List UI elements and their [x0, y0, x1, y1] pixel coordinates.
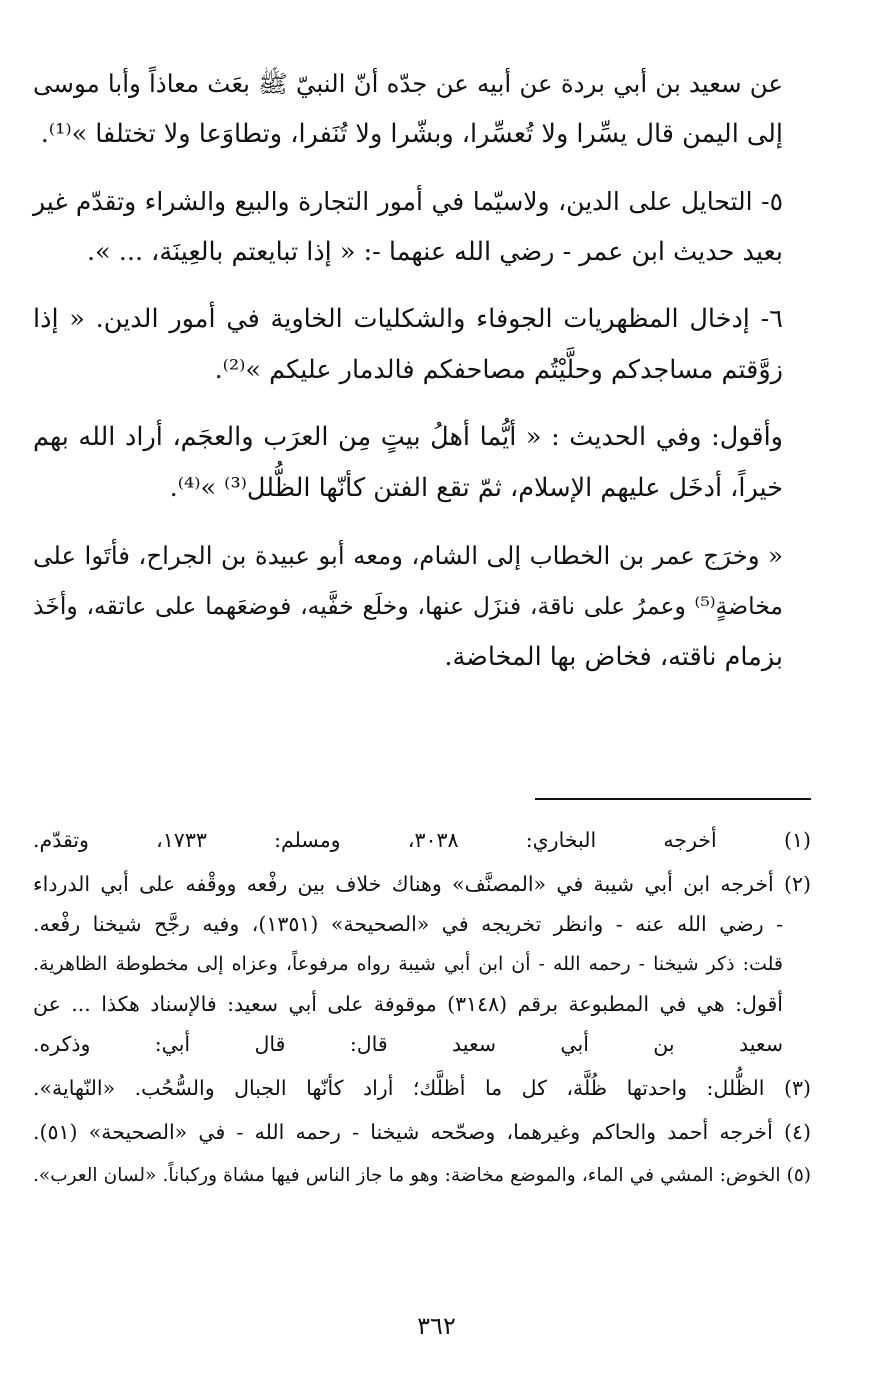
page-number: ٣٦٢: [417, 1312, 456, 1340]
footnote-2: [33, 864, 811, 1064]
text-line: ٦- إدخال المظهريات الجوفاء والشكليات الخاوية في أمور الدين. « إذا: [33, 304, 783, 334]
footnote-divider: [535, 798, 811, 800]
text-line: إلى اليمن قال يسِّرا ولا تُعسِّرا، وبشّرا ولا تُنَفرا، وتطاوَعا ولا تختلفا »⁽¹⁾.: [40, 119, 783, 149]
text-line: مخاضةٍ⁽⁵⁾ وعمرُ على ناقة، فنزَل عنها، وخلَع خفَّيه، فوضعَهما على عاتقه، وأخَذ: [33, 592, 783, 620]
footnotes: [33, 820, 811, 1200]
footnote-line: (٢) أخرجه ابن أبي شيبة في «المصنَّف» وهناك خلاف بين رفْعه ووقْفه على أبي الدرداء: [33, 872, 811, 896]
text-line: « وخرَج عمر بن الخطاب إلى الشام، ومعه أبو عبيدة بن الجراح، فأتَوا على: [33, 541, 783, 570]
text-line: وأقول: وفي الحديث : « أيُّما أهلُ بيتٍ مِن العرَب والعجَم، أراد الله بهم: [33, 422, 783, 452]
paragraph-hadith-muadh: [33, 58, 811, 160]
text-line: بعيد حديث ابن عمر - رضي الله عنهما -: « إذا تبايعتم بالعِينَة، ... ».: [86, 237, 783, 267]
footnote-line: (٤) أخرجه أحمد والحاكم وغيرهما، وصحّحه شيخنا - رحمه الله - في «الصحيحة» (٥١).: [33, 1120, 811, 1144]
text-line: خيراً، أدخَل عليهم الإسلام، ثمّ تقع الفتن كأنّها الظُّلل⁽³⁾ »⁽⁴⁾.: [169, 473, 783, 503]
paragraph-umar-story: [33, 530, 811, 683]
footnote-line: قلت: ذكر شيخنا - رحمه الله - أن ابن أبي شيبة رواه مرفوعاً، وعزاه إلى مخطوطة الظاهرية.: [33, 953, 783, 975]
footnote-line: (١) أخرجه البخاري: ٣٠٣٨، ومسلم: ١٧٣٣، وتقدّم.: [33, 828, 811, 852]
footnote-1: [33, 820, 811, 860]
footnote-line: (٥) الخوض: المشي في الماء، والموضع مخاضة: وهو ما جاز الناس فيها مشاة وركباناً. «لسان العرب».: [33, 1165, 811, 1186]
footnote-4: [33, 1112, 811, 1152]
paragraph-hadith-ahl-bayt: [33, 412, 811, 514]
paragraph-item-6: [33, 294, 811, 396]
paragraph-item-5: [33, 176, 811, 278]
footnote-line: أقول: هي في المطبوعة برقم (٣١٤٨) موقوفة على أبي سعيد: فالإسناد هكذا ... عن: [33, 992, 783, 1016]
text-line: زوَّقتم مساجدكم وحلَّيْتُم مصاحفكم فالدمار عليكم »⁽²⁾.: [214, 355, 783, 385]
footnote-5: [33, 1156, 811, 1196]
text-line: بزمام ناقته، فخاض بها المخاضة.: [444, 642, 783, 672]
footnote-line: سعيد بن أبي سعيد قال: قال أبي: وذكره.: [33, 1032, 783, 1056]
footnote-line: - رضي الله عنه - وانظر تخريجه في «الصحيحة» (١٣٥١)، وفيه رجَّح شيخنا رفْعه.: [33, 912, 784, 936]
text-line: ٥- التحايل على الدين، ولاسيّما في أمور التجارة والبيع والشراء وتقدّم غير: [33, 187, 783, 216]
footnote-line: (٣) الظُّلل: واحدتها ظُلَّة، كل ما أظلَّك؛ أراد كأنّها الجبال والسُّحُب. «النّهاية».: [33, 1076, 811, 1100]
footnote-3: [33, 1068, 811, 1108]
main-text: [33, 58, 811, 699]
text-line: عن سعيد بن أبي بردة عن أبيه عن جدّه أنّ النبيّ ﷺ بعَث معاذاً وأبا موسى: [33, 69, 783, 98]
